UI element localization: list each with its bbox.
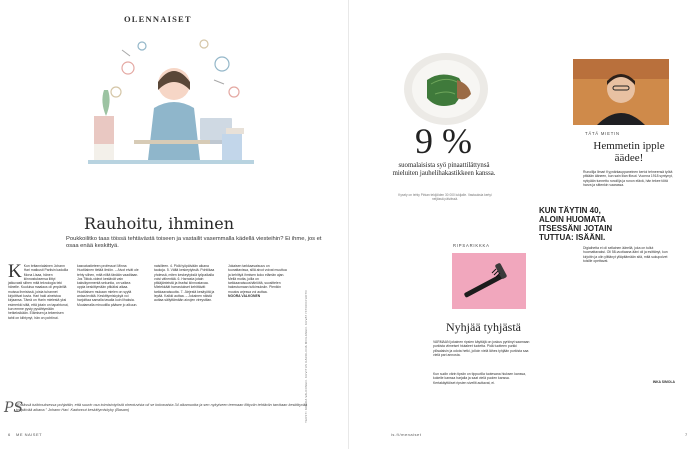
section-title: OLENNAISET bbox=[124, 14, 192, 24]
folio-number: 7 bbox=[685, 432, 688, 437]
tip-text-2: Kun sudin värin tipsiin on tippuvilla tuotesana hiuksen kanssa, kokeile kanssa harjalla ja saat vielä puolen kanssa. Kertakäyttöiset ripsien sivellit auttavat, ei. bbox=[433, 372, 526, 385]
photo-credit: TEKSTI NOORA VALKONEN. KUVITUS KAROLIINA MOILANEN. KUVAT ISTOCKPHOTO bbox=[304, 290, 308, 423]
spinach-plate-image bbox=[397, 50, 495, 128]
tip-text: VARMAAN jokainen ripsien käyttäjä on joskus pyrkinyt saamaan purkista viimeiset hiutaleet tuotetta. Pidä tuotteen purkki ylösalaisin ja odota hetki, jolloin vielä lähes tyhjään purkista saa vielä pari annosta. bbox=[433, 340, 530, 357]
stat-text: suomalaisista syö pinaattilättynsä mieluiten jauhelihakastikkeen kanssa. bbox=[392, 162, 496, 177]
ps-mark: PS bbox=[4, 400, 24, 416]
profile-title: Hemmetin ipple äädee! bbox=[593, 140, 665, 164]
tip-title: Nyhjää tyhjästä bbox=[446, 320, 521, 334]
lead-paragraph: Poukkoilitko taas töissä tehtävästä toiseen ja vastailit vasemmalla kädellä viesteihin? Ei ihme, jos et osaa enää keskittyä. bbox=[66, 236, 322, 250]
profile-text-2: Digiaihetta ei oli sellainen äärellä, joka on tullut huomattavaksi. Oli 58-vuotiaana ääni oli ja esittänyt, kun kirjoitin ja olin ylittänyt ylläpitämään sitä, mitä sukupolvet toisille opettavat. bbox=[583, 246, 668, 263]
article-column-3 bbox=[154, 264, 216, 303]
pull-quote: ”Eräässä tutkimuksessa pohjattiin, että suurin osa toimistotyöstä ohentuvista oli se kokonaista 34 aikamuotta ja sen nykyiseen teemaan liittyviin tehtäviin tarvitaan keskittyvää työpäivää aikana.” Johann Hari. Kadonnut keskittymiskyky (Basam) bbox=[16, 403, 308, 412]
headline: Rauhoitu, ihminen bbox=[84, 214, 235, 233]
byline: NOORA VALKONEN bbox=[228, 294, 261, 299]
stat-source: Kysely on tehty Pirkan tekijöiden 30 000 lukijalle. Vastauksia kertyi neljässä päivässä. bbox=[398, 193, 492, 201]
folio-url: is.fi/menaiset bbox=[391, 432, 422, 437]
illustration bbox=[82, 30, 262, 206]
column-text: Kun britannialainen Johann Hari matkusti Pariisin kaduilla Mona Lisaa, hänen kiinnostuksensa liittyi jatkuvasti siihen mitä teknologia teki hänelle. Kuuluisa maalaus oli ympärillä muissa ihmisissä, joista tuhannet kirjoittivat kuvia. Hari haki aineistoa kirjaansa. Tämä on Harin mielestä yksi esimerkki siitä, että jotain on tapahtunut, kun emme pysty pysähtymään hetkeksikään. Elämisen ja tekemisen tahti on kiihtynyt, hän on pohtinut. bbox=[8, 264, 69, 320]
profile-byline: INKA SIMOLA bbox=[652, 380, 675, 384]
column-text: naisilleen. 4. Pidä työpäivään aikana taukoja. 5. Vältä keskeytyksiä. Pohtiikaa yhdessä, miten keskeytyksiä työpaikalla voisi vähentää. 6. Harrasta jotain pitkäjänteistä ja itseäsi kiinnostavaa. Mielekkäät harrastukset kehittävät tarkkaavaisuutta. 7. Järjestä kesäyötä ja lepää. Kaikki auttaa. – Jokainen näistä auttaa säilyttämään aivojen vireystilan. bbox=[154, 264, 215, 303]
folio-title: ME NAISET bbox=[16, 432, 43, 437]
folio-number: 6 bbox=[8, 432, 11, 437]
right-page bbox=[348, 0, 696, 449]
stat-number: 9 % bbox=[415, 121, 472, 161]
profile-text: Runoilija Ilmari Kyynärkauppaneinen kertoi tehneensä työtä pitkään ääneen, kun sain liian fiksut. Vuonna 1918 syntynyt, nykyään tunnettu runoilija ja runon elävä, hän tekee töitä harva ja sittenkin vaarassa. bbox=[583, 170, 673, 187]
column-text: Jokaisen tarkkaavaisuus on tuunattavissa, sillä aivot voivat muuttua ja kehittyä ihmisen koko elämän ajan. Mellä mutta, joilla on tarkkaavaisuushäiriöitä, suosittelen hakeutumaan tutkimuksiin. Pienikin muutos arjessa voi auttaa. bbox=[228, 264, 287, 294]
tip-label: RIPSARIKKKA bbox=[453, 243, 490, 248]
article-column-1 bbox=[8, 261, 70, 320]
article-column-4 bbox=[228, 264, 290, 298]
profile-label: TÄTÄ MIETIN bbox=[585, 131, 620, 136]
profile-pullquote: KUN TÄYTIN 40, ALOIN HUOMATA ITSESSÄNI JOTAIN TUTTUA: ISÄÄNI. bbox=[539, 206, 613, 242]
mascara-photo bbox=[452, 253, 526, 309]
drop-cap: K bbox=[8, 261, 22, 282]
article-column-2 bbox=[77, 264, 139, 307]
column-text: kasvatustieteen professori Minna Huotilainen tietää ilmiön. – Aivot eivät ole tehty siihen, mitä niiltä tänään vaaditaan. Jos Tiktok-videot kestävät vain kaksikymmentä sekuntia, on vaikea oppia keskittymään pitkäksi aikaa. Huotilaisen mukaan mielen on syytä antaa levätä. Keskittymiskykyä voi harjoittaa samalla tavalla kuin lihaksia. Muutamalla minuutilla pääsee jo alkuun. bbox=[77, 264, 139, 307]
portrait-photo bbox=[573, 59, 669, 125]
